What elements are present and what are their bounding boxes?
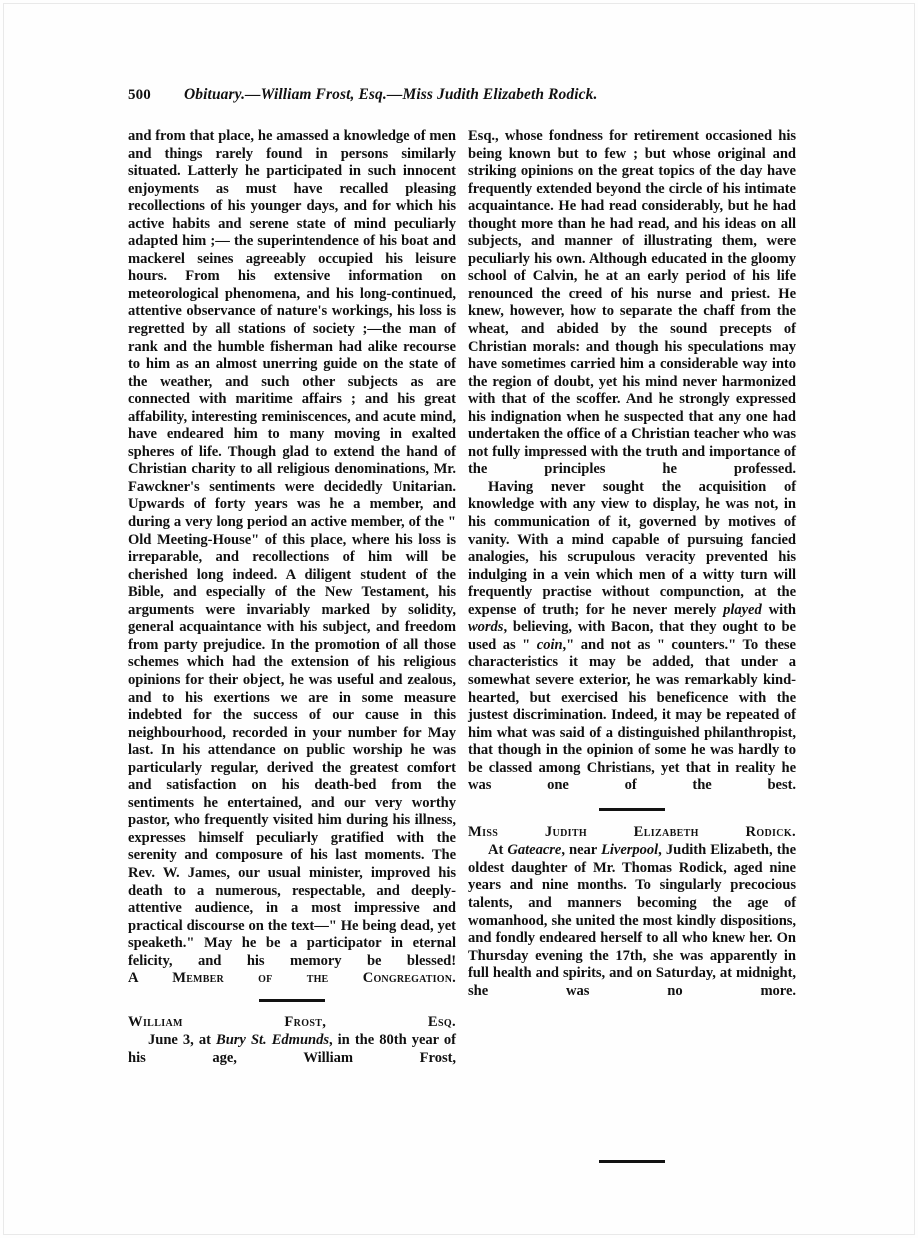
obituary-heading-william-frost: William Frost, Esq. [128, 1013, 456, 1030]
article-signature: A Member of the Congregation. [128, 970, 456, 987]
right-paragraph-b [468, 479, 796, 795]
left-continued-paragraph: and from that place, he amassed a knowledge of men and things rarely found in persons similarly situated. Latterly he participated in such innocent enjoyments as must have recalled pleasing recollections of his younger days, and for which his active habits and serene state of mind peculiarly adapted him ;— the superintendence of his boat and mackerel seines agreeably occupied his leisure hours. From his extensive information on meteorological phenomena, and his long-continued, attentive observance of nature's workings, his loss is regretted by all stations of society ;—the man of rank and the humble fisherman had alike recourse to him as an almost unerring guide on the state of the weather, and such other subjects as are connected with maritime affairs ; and his great affability, interesting reminiscences, and acute mind, have endeared him to many moving in exalted spheres of life. Though glad to extend the hand of Christian charity to all religious denominations, Mr. Fawckner's sentiments were decidedly Unitarian. Upwards of forty years was he a member, and during a very long period an active member, of the " Old Meeting-House" of this place, where his loss is irreparable, and recollections of him will be cherished long indeed. A diligent student of the Bible, and especially of the New Testament, his arguments were invariably marked by solidity, general acquaintance with his subject, and freedom from party prejudice. In the promotion of all those schemes which had the extension of his religious opinions for their object, he was useful and zealous, and to his exertions we are in some measure indebted for the success of our cause in this neighbourhood, recorded in your number for May last. In his attendance on public worship he was particularly regular, derived the greatest comfort and satisfaction on his death-bed from the sentiments he entertained, and our very worthy pastor, who frequently visited him during his illness, expresses himself peculiarly gratified with the serenity and composure of his last moments. The Rev. W. James, our usual minister, improved his death to a numerous, respectable, and deeply-attentive audience, in a most impressive and practical discourse on the text—" He being dead, yet speaketh." May he be a participator in eternal felicity, and his memory be blessed! [128, 128, 456, 969]
obituary-heading-judith-rodick: Miss Judith Elizabeth Rodick. [468, 823, 796, 840]
final-divider-rule [599, 1160, 665, 1163]
running-head [128, 86, 798, 104]
obituary-body-judith-rodick [468, 842, 796, 1000]
right-column [468, 128, 796, 1163]
section-divider-rule [259, 999, 325, 1002]
page-number: 500 [128, 87, 151, 103]
right-b-part3: , believing, with Bacon, that they ought to be used as " [468, 619, 796, 653]
section-divider-rule-right [599, 808, 665, 811]
two-column-body [128, 128, 796, 1188]
obituary-place-italic: Bury St. Edmunds [216, 1032, 329, 1049]
rodick-mid: , near [561, 842, 602, 859]
right-b-part1: Having never sought the acquisition of knowledge with any view to display, he was not, in his communication of it, governed by motives of vanity. With a mind capable of pursuing fancied analogies, his scrupulous veracity prevented his indulging in a vein which men of a witty turn will frequently practise without compunction, at the expense of truth; for he never merely [468, 478, 796, 618]
obituary-opening-suffix: , in the 80th year of his age, William Frost, [128, 1032, 456, 1066]
italic-played: played [723, 601, 762, 618]
italic-words: words [468, 619, 504, 636]
obituary-opening-william-frost [128, 1032, 456, 1067]
rodick-suffix: , Judith Elizabeth, the oldest daughter of Mr. Thomas Rodick, aged nine years and nine months. To singularly precocious talents, and manners becoming the age of womanhood, she united the most kindly dispositions, and fondly endeared herself to all who knew her. On Thursday evening the 17th, she was apparently in full health and spirits, and on Saturday, at midnight, she was no more. [468, 842, 796, 999]
running-head-title: Obituary.—William Frost, Esq.—Miss Judith Elizabeth Rodick. [184, 86, 598, 103]
left-column [128, 128, 456, 1067]
obituary-opening-prefix: June 3, at [148, 1032, 217, 1049]
rodick-prefix: At [488, 842, 508, 859]
right-b-part2: with [761, 601, 796, 618]
italic-liverpool: Liverpool [601, 842, 659, 859]
right-continued-paragraph: Esq., whose fondness for retirement occasioned his being known but to few ; but whose original and striking opinions on the great topics of the day have frequently extended beyond the circle of his intimate acquaintance. He had read considerably, but he had thought more than he had read, and his ideas on all subjects, and manner of illustrating them, were peculiarly his own. Although educated in the gloomy school of Calvin, he at an early period of his life renounced the creed of his nurse and priest. He knew, however, how to separate the chaff from the wheat, and abided by the sound precepts of Christian morals: and though his speculations may have sometimes carried him a considerable way into the region of doubt, yet his mind never harmonized with that of the scoffer. And he strongly expressed his indignation when he suspected that any one had undertaken the office of a Christian teacher who was not fully impressed with the truth and importance of the principles he professed. [468, 128, 796, 478]
italic-coin: coin [536, 636, 563, 653]
right-b-part4: ," and not as " counters." To these characteristics it may be added, that under a somewhat severe exterior, he was remarkably kind-hearted, but exercised his beneficence with the justest discrimination. Indeed, it may be repeated of him what was said of a distinguished philanthropist, that though in the opinion of some he was hardly to be classed among Christians, yet that in reality he was one of the best. [468, 636, 796, 794]
italic-gateacre: Gateacre [507, 842, 562, 859]
